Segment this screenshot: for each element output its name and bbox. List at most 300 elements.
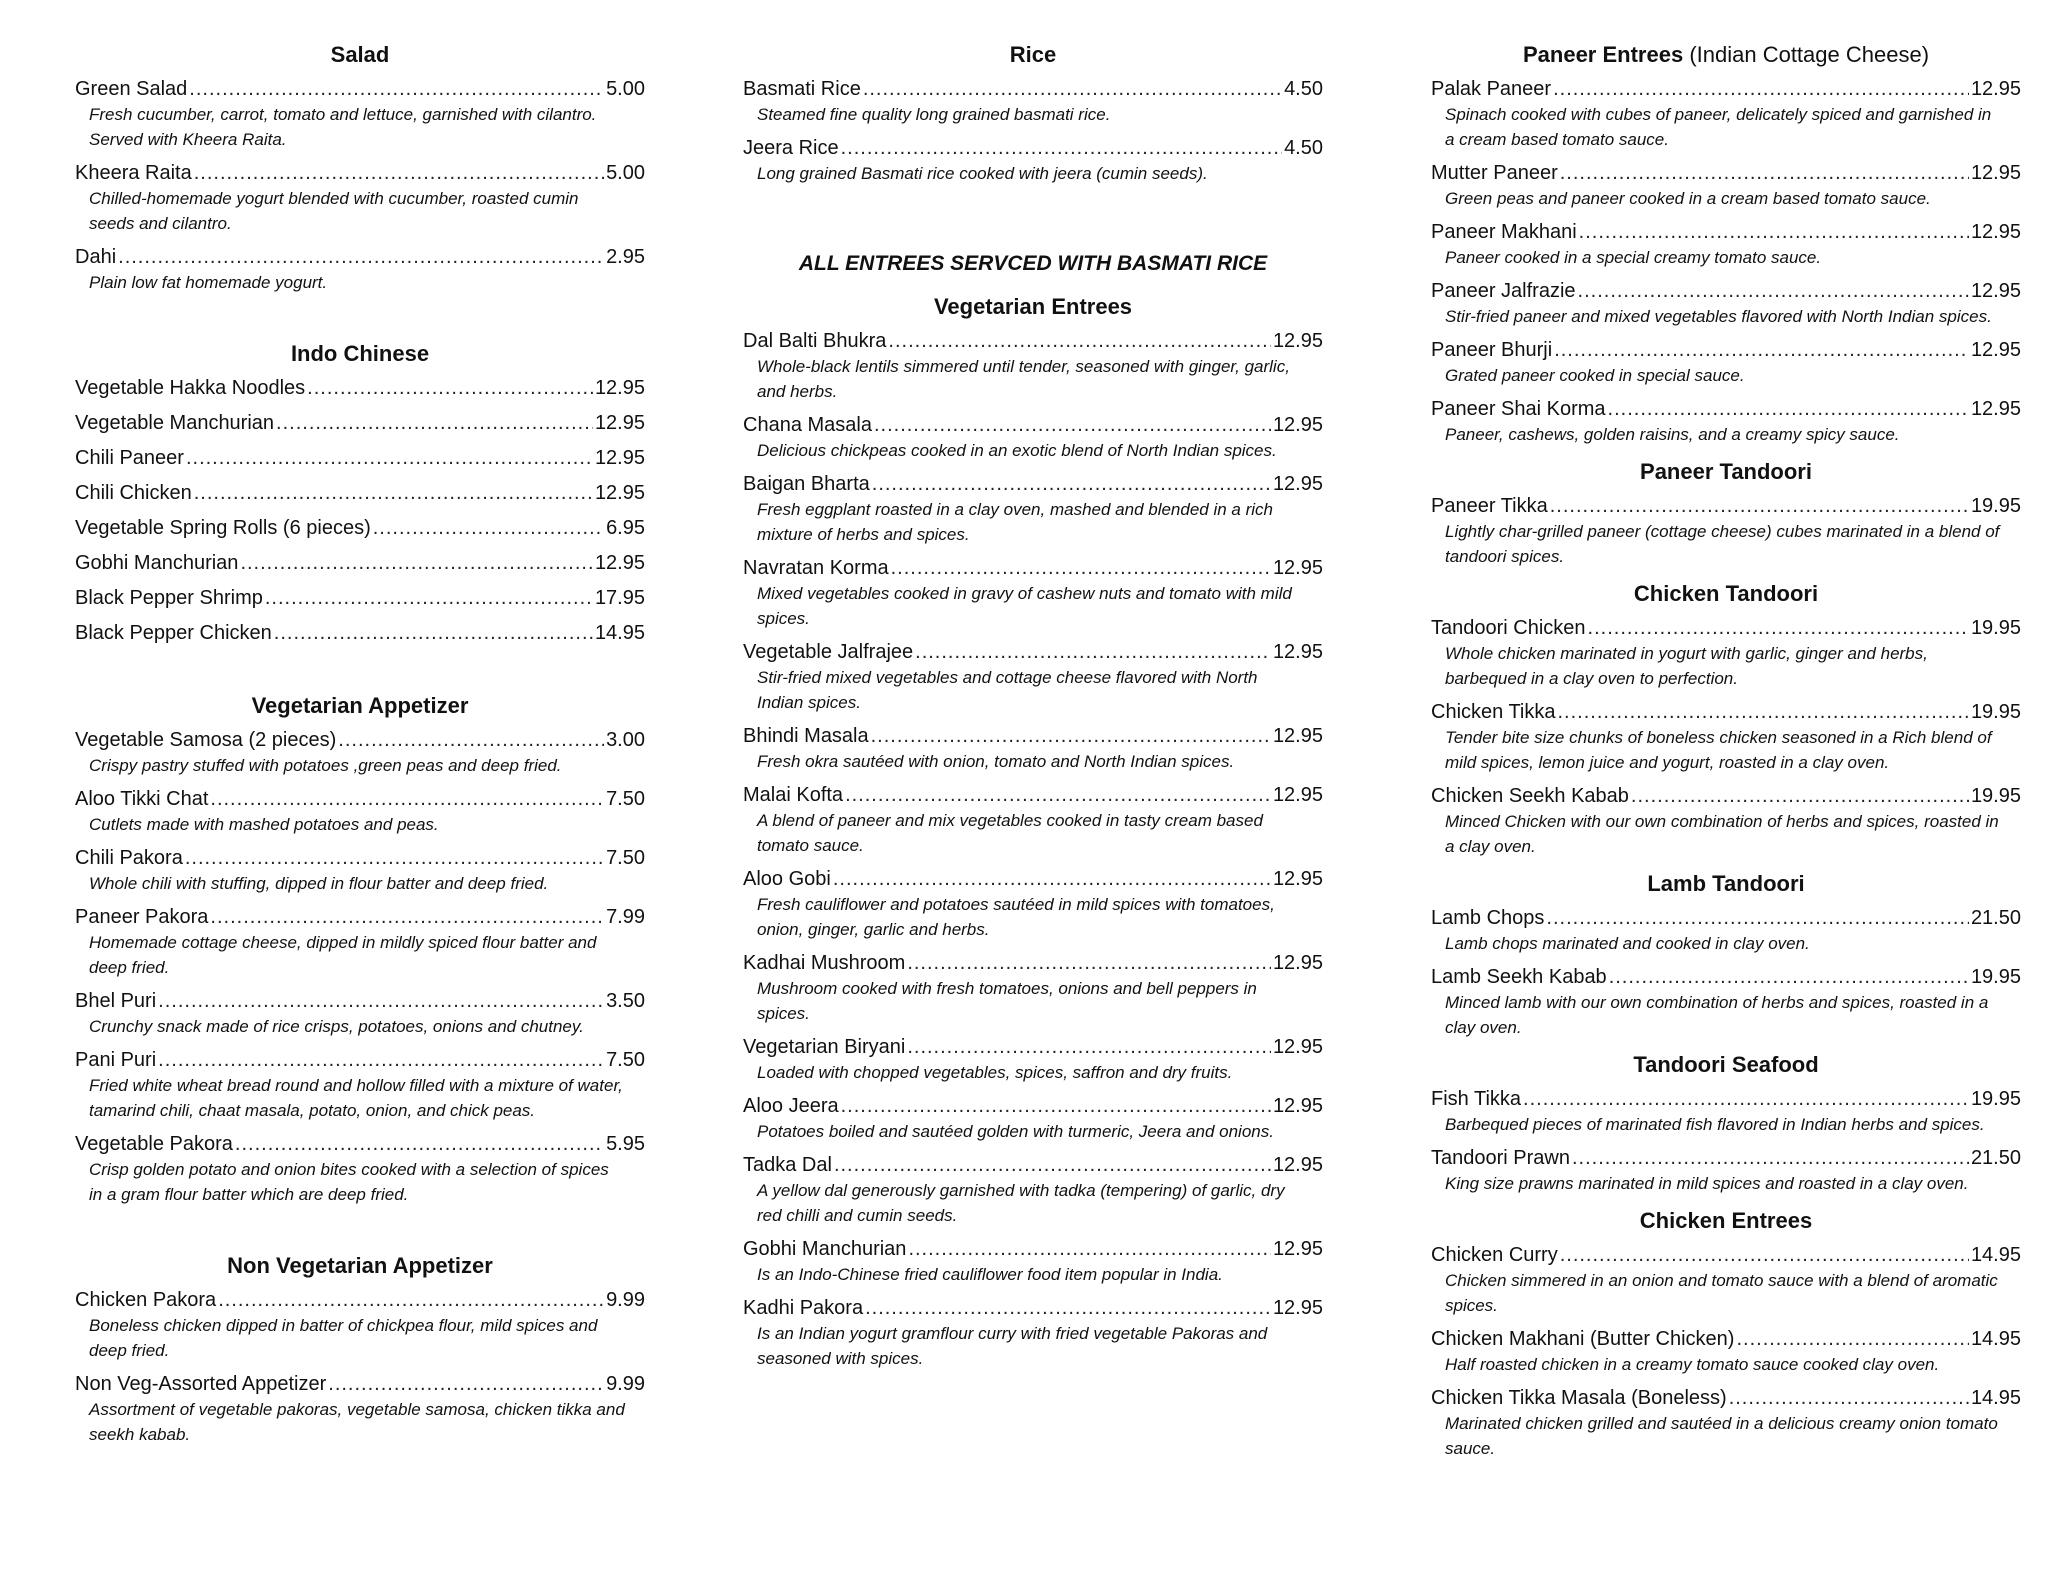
menu-item-name: Chicken Pakora xyxy=(75,1289,217,1311)
menu-item-line xyxy=(1431,1242,2021,1268)
section-title-text: Vegetarian Entrees xyxy=(933,294,1133,319)
menu-item-line xyxy=(75,1047,645,1073)
menu-item-name: Dal Balti Bhukra xyxy=(743,330,887,352)
menu-item-price: 12.95 xyxy=(1272,557,1323,579)
menu-item-description: King size prawns marinated in mild spices and roasted in a clay oven. xyxy=(1445,1174,1969,1193)
menu-item xyxy=(743,1295,1323,1371)
dot-leader xyxy=(1546,905,1969,931)
menu-item-name: Black Pepper Shrimp xyxy=(75,587,263,609)
menu-item xyxy=(1431,219,2021,270)
menu-item-description: Tender bite size chunks of boneless chicken seasoned in a Rich blend of mild spices, lemon juice and yogurt, roasted in a clay oven. xyxy=(1445,728,1992,772)
menu-section-indo-chinese xyxy=(75,303,645,646)
menu-item-name: Mutter Paneer xyxy=(1431,162,1558,184)
menu-item-line xyxy=(75,480,645,506)
menu-item xyxy=(743,555,1323,631)
menu-item-line xyxy=(75,845,645,871)
menu-item-name: Vegetable Pakora xyxy=(75,1133,233,1155)
menu-item-line xyxy=(1431,1385,2021,1411)
menu-column-right xyxy=(1431,30,2021,1469)
menu-item xyxy=(1431,905,2021,956)
menu-item-price: 14.95 xyxy=(1970,1328,2021,1350)
section-title-text: Non Vegetarian Appetizer xyxy=(227,1253,493,1278)
menu-item-description: Potatoes boiled and sautéed golden with turmeric, Jeera and onions. xyxy=(757,1122,1274,1141)
dot-leader xyxy=(908,1236,1271,1262)
menu-item-description: Barbequed pieces of marinated fish flavored in Indian herbs and spices. xyxy=(1445,1115,1985,1134)
menu-item-description: Steamed fine quality long grained basmati rice. xyxy=(757,105,1111,124)
section-title-text: Paneer Entrees xyxy=(1522,42,1684,67)
menu-item-price: 12.95 xyxy=(1970,78,2021,100)
menu-section-vegetarian-appetizer xyxy=(75,655,645,1207)
menu-item-name: Chicken Tikka Masala (Boneless) xyxy=(1431,1387,1727,1409)
menu-item-description: Homemade cottage cheese, dipped in mildly spiced flour batter and deep fried. xyxy=(89,933,597,977)
menu-item-line xyxy=(743,471,1323,497)
section-title xyxy=(1431,459,2021,485)
menu-item xyxy=(743,1236,1323,1287)
menu-item xyxy=(75,620,645,646)
menu-item-line xyxy=(75,786,645,812)
menu-item-name: Bhel Puri xyxy=(75,990,157,1012)
menu-item-line xyxy=(743,76,1323,102)
menu-item-line xyxy=(743,135,1323,161)
menu-item xyxy=(1431,337,2021,388)
dot-leader xyxy=(194,480,593,506)
menu-item xyxy=(743,723,1323,774)
menu-item-line xyxy=(75,585,645,611)
menu-item-price: 2.95 xyxy=(606,246,645,268)
menu-item xyxy=(743,782,1323,858)
menu-item-name: Paneer Bhurji xyxy=(1431,339,1553,361)
section-title-text: Indo Chinese xyxy=(290,341,430,366)
menu-item xyxy=(1431,1326,2021,1377)
menu-item-line xyxy=(75,76,645,102)
menu-item-description: Is an Indian yogurt gramflour curry with fried vegetable Pakoras and seasoned with spices. xyxy=(757,1324,1268,1368)
menu-item-price: 6.95 xyxy=(606,517,645,539)
dot-leader xyxy=(186,445,593,471)
menu-item-line xyxy=(743,555,1323,581)
dot-leader xyxy=(891,555,1271,581)
menu-item-name: Chili Chicken xyxy=(75,482,192,504)
menu-item-name: Tandoori Prawn xyxy=(1431,1147,1570,1169)
dot-leader xyxy=(210,786,604,812)
menu-item-description: Is an Indo-Chinese fried cauliflower food item popular in India. xyxy=(757,1265,1223,1284)
menu-item-price: 12.95 xyxy=(1272,1297,1323,1319)
menu-item-price: 3.50 xyxy=(606,990,645,1012)
menu-item xyxy=(743,1034,1323,1085)
dot-leader xyxy=(274,620,593,646)
menu-item-line xyxy=(1431,964,2021,990)
menu-item-line xyxy=(1431,396,2021,422)
menu-item-description: Half roasted chicken in a creamy tomato sauce cooked clay oven. xyxy=(1445,1355,1940,1374)
menu-item xyxy=(1431,396,2021,447)
menu-item-price: 9.99 xyxy=(606,1289,645,1311)
menu-item-price: 12.95 xyxy=(1272,1095,1323,1117)
menu-item-name: Paneer Makhani xyxy=(1431,221,1577,243)
dot-leader xyxy=(871,723,1271,749)
menu-item-line xyxy=(75,160,645,186)
menu-item-price: 21.50 xyxy=(1970,907,2021,929)
menu-item-price: 9.99 xyxy=(606,1373,645,1395)
menu-item xyxy=(743,866,1323,942)
menu-item-name: Palak Paneer xyxy=(1431,78,1552,100)
dot-leader xyxy=(1558,699,1969,725)
menu-section-chicken-entrees xyxy=(1431,1208,2021,1461)
dot-leader xyxy=(872,471,1271,497)
menu-item-description: Lightly char-grilled paneer (cottage cheese) cubes marinated in a blend of tandoori spices. xyxy=(1445,522,2000,566)
menu-item xyxy=(743,412,1323,463)
menu-section-lamb-tandoori xyxy=(1431,871,2021,1040)
menu-item-name: Chicken Tikka xyxy=(1431,701,1556,723)
menu-item xyxy=(1431,1086,2021,1137)
section-title-text: Paneer Tandoori xyxy=(1640,459,1812,484)
menu-item xyxy=(1431,278,2021,329)
menu-item-line xyxy=(75,375,645,401)
dot-leader xyxy=(1729,1385,1969,1411)
menu-section-chicken-tandoori xyxy=(1431,581,2021,859)
menu-item-price: 19.95 xyxy=(1970,617,2021,639)
menu-item xyxy=(75,1131,645,1207)
menu-item-description: Whole chicken marinated in yogurt with garlic, ginger and herbs, barbequed in a clay oven to perfection. xyxy=(1445,644,1928,688)
menu-item-description: Chilled-homemade yogurt blended with cucumber, roasted cumin seeds and cilantro. xyxy=(89,189,579,233)
section-title xyxy=(1431,871,2021,897)
menu-item-line xyxy=(75,515,645,541)
dot-leader xyxy=(907,950,1271,976)
dot-leader xyxy=(1578,278,1969,304)
menu-item-price: 12.95 xyxy=(1272,1036,1323,1058)
menu-item-line xyxy=(743,1236,1323,1262)
menu-item-description: A blend of paneer and mix vegetables cooked in tasty cream based tomato sauce. xyxy=(757,811,1263,855)
dot-leader xyxy=(841,135,1282,161)
menu-item-line xyxy=(1431,278,2021,304)
section-title xyxy=(75,341,645,367)
menu-item-name: Vegetable Spring Rolls (6 pieces) xyxy=(75,517,371,539)
menu-item-price: 19.95 xyxy=(1970,785,2021,807)
menu-item-description: Lamb chops marinated and cooked in clay oven. xyxy=(1445,934,1810,953)
menu-section-vegetarian-entrees xyxy=(743,294,1323,1371)
menu-item-price: 12.95 xyxy=(1272,784,1323,806)
menu-item xyxy=(1431,1385,2021,1461)
menu-item-name: Kadhi Pakora xyxy=(743,1297,864,1319)
menu-item-line xyxy=(75,550,645,576)
menu-item xyxy=(75,244,645,295)
menu-item-description: Assortment of vegetable pakoras, vegetable samosa, chicken tikka and seekh kabab. xyxy=(89,1400,625,1444)
menu-item-price: 12.95 xyxy=(594,482,645,504)
menu-item-description: Whole chili with stuffing, dipped in flour batter and deep fried. xyxy=(89,874,549,893)
entrees-note: ALL ENTREES SERVCED WITH BASMATI RICE xyxy=(798,252,1268,275)
menu-item-line xyxy=(1431,219,2021,245)
dot-leader xyxy=(833,866,1271,892)
menu-item-price: 12.95 xyxy=(1970,221,2021,243)
dot-leader xyxy=(158,1047,604,1073)
menu-item-price: 12.95 xyxy=(1970,339,2021,361)
dot-leader xyxy=(185,845,604,871)
menu-item-line xyxy=(1431,337,2021,363)
menu-item-line xyxy=(1431,1086,2021,1112)
menu-item-line xyxy=(75,1371,645,1397)
dot-leader xyxy=(1588,615,1969,641)
menu-item-name: Paneer Tikka xyxy=(1431,495,1548,517)
menu-item-price: 12.95 xyxy=(1272,1238,1323,1260)
menu-section-rice xyxy=(743,42,1323,186)
dot-leader xyxy=(865,1295,1271,1321)
menu-item xyxy=(743,1093,1323,1144)
menu-item-description: Stir-fried mixed vegetables and cottage cheese flavored with North Indian spices. xyxy=(757,668,1258,712)
menu-item xyxy=(75,375,645,401)
menu-item-name: Paneer Jalfrazie xyxy=(1431,280,1576,302)
menu-item-description: Mixed vegetables cooked in gravy of cashew nuts and tomato with mild spices. xyxy=(757,584,1292,628)
menu-item-price: 5.95 xyxy=(606,1133,645,1155)
menu-item xyxy=(75,845,645,896)
menu-item-name: Paneer Pakora xyxy=(75,906,209,928)
menu-item-description: Long grained Basmati rice cooked with jeera (cumin seeds). xyxy=(757,164,1208,183)
menu-item-price: 12.95 xyxy=(1272,414,1323,436)
menu-section-paneer-entrees xyxy=(1431,42,2021,447)
menu-item-name: Lamb Seekh Kabab xyxy=(1431,966,1607,988)
menu-item-price: 7.50 xyxy=(606,1049,645,1071)
menu-item-name: Chili Pakora xyxy=(75,847,183,869)
menu-item xyxy=(743,328,1323,404)
menu-item-name: Chili Paneer xyxy=(75,447,184,469)
menu-item-name: Tadka Dal xyxy=(743,1154,832,1176)
menu-item-price: 7.50 xyxy=(606,847,645,869)
menu-item-price: 12.95 xyxy=(1970,280,2021,302)
menu-item xyxy=(75,76,645,152)
menu-item-description: Delicious chickpeas cooked in an exotic blend of North Indian spices. xyxy=(757,441,1277,460)
menu-item-name: Vegetarian Biryani xyxy=(743,1036,906,1058)
menu-item xyxy=(1431,1242,2021,1318)
menu-item-price: 19.95 xyxy=(1970,1088,2021,1110)
menu-item-description: Chicken simmered in an onion and tomato sauce with a blend of aromatic spices. xyxy=(1445,1271,1998,1315)
menu-item-description: Fresh cauliflower and potatoes sautéed in mild spices with tomatoes, onion, ginger, garlic and herbs. xyxy=(757,895,1275,939)
menu-section-rice xyxy=(743,42,1323,186)
menu-item xyxy=(743,639,1323,715)
menu-item-description: Paneer cooked in a special creamy tomato sauce. xyxy=(1445,248,1822,267)
section-title xyxy=(1431,1208,2021,1234)
dot-leader xyxy=(863,76,1282,102)
menu-item-line xyxy=(1431,783,2021,809)
section-title xyxy=(75,693,645,719)
menu-item xyxy=(75,1287,645,1363)
menu-item-name: Baigan Bharta xyxy=(743,473,870,495)
menu-item xyxy=(75,904,645,980)
dot-leader xyxy=(1554,337,1969,363)
menu-item xyxy=(75,727,645,778)
menu-section-non-vegetarian-appetizer xyxy=(75,1215,645,1447)
dot-leader xyxy=(307,375,593,401)
dot-leader xyxy=(218,1287,604,1313)
menu-item-price: 19.95 xyxy=(1970,701,2021,723)
menu-item xyxy=(75,445,645,471)
dot-leader xyxy=(276,410,593,436)
menu-item xyxy=(1431,160,2021,211)
dot-leader xyxy=(1560,1242,1969,1268)
menu-item-line xyxy=(75,244,645,270)
menu-item xyxy=(75,585,645,611)
menu-item-line xyxy=(743,782,1323,808)
menu-item xyxy=(1431,699,2021,775)
menu-item-price: 21.50 xyxy=(1970,1147,2021,1169)
section-title xyxy=(75,42,645,68)
menu-item xyxy=(743,135,1323,186)
menu-item-name: Malai Kofta xyxy=(743,784,844,806)
section-title-text: Tandoori Seafood xyxy=(1633,1052,1819,1077)
menu-item-line xyxy=(75,445,645,471)
menu-item-price: 4.50 xyxy=(1284,137,1323,159)
dot-leader xyxy=(834,1152,1271,1178)
menu-item-name: Paneer Shai Korma xyxy=(1431,398,1606,420)
menu-item-name: Gobhi Manchurian xyxy=(75,552,239,574)
dot-leader xyxy=(1560,160,1969,186)
menu-item-price: 17.95 xyxy=(594,587,645,609)
menu-item-price: 14.95 xyxy=(1970,1244,2021,1266)
dot-leader xyxy=(338,727,604,753)
menu-item xyxy=(75,1371,645,1447)
menu-section-paneer-tandoori xyxy=(1431,459,2021,569)
dot-leader xyxy=(915,639,1271,665)
menu-item-description: Loaded with chopped vegetables, spices, saffron and dry fruits. xyxy=(757,1063,1233,1082)
section-title-text: Salad xyxy=(330,42,390,67)
menu-item-line xyxy=(1431,699,2021,725)
menu-item-price: 12.95 xyxy=(1272,952,1323,974)
dot-leader xyxy=(1631,783,1969,809)
menu-item-name: Kadhai Mushroom xyxy=(743,952,906,974)
menu-item xyxy=(1431,783,2021,859)
dot-leader xyxy=(158,988,604,1014)
menu-item-description: Fresh okra sautéed with onion, tomato and North Indian spices. xyxy=(757,752,1235,771)
dot-leader xyxy=(907,1034,1271,1060)
menu-item-description: Boneless chicken dipped in batter of chickpea flour, mild spices and deep fried. xyxy=(89,1316,598,1360)
menu-item-line xyxy=(1431,615,2021,641)
menu-item-name: Chicken Makhani (Butter Chicken) xyxy=(1431,1328,1735,1350)
dot-leader xyxy=(1572,1145,1969,1171)
menu-item-description: Plain low fat homemade yogurt. xyxy=(89,273,328,292)
menu-item-description: Stir-fried paneer and mixed vegetables flavored with North Indian spices. xyxy=(1445,307,1992,326)
dot-leader xyxy=(845,782,1271,808)
menu-item-line xyxy=(743,1152,1323,1178)
menu-item-price: 12.95 xyxy=(594,552,645,574)
menu-item-name: Vegetable Manchurian xyxy=(75,412,275,434)
menu-item-name: Vegetable Hakka Noodles xyxy=(75,377,306,399)
menu-item-description: Minced Chicken with our own combination of herbs and spices, roasted in a clay oven. xyxy=(1445,812,1999,856)
menu-item-description: Whole-black lentils simmered until tender, seasoned with ginger, garlic, and herbs. xyxy=(757,357,1290,401)
menu-item-line xyxy=(1431,493,2021,519)
menu-item-line xyxy=(743,1034,1323,1060)
menu-item-description: Crispy pastry stuffed with potatoes ,green peas and deep fried. xyxy=(89,756,562,775)
section-title-text: Rice xyxy=(1009,42,1057,67)
menu-item-line xyxy=(75,620,645,646)
menu-column-middle xyxy=(743,30,1323,1379)
menu-item-name: Vegetable Samosa (2 pieces) xyxy=(75,729,337,751)
dot-leader xyxy=(189,76,604,102)
menu-item-name: Basmati Rice xyxy=(743,78,861,100)
section-title xyxy=(1431,581,2021,607)
menu-item-description: Spinach cooked with cubes of paneer, delicately spiced and garnished in a cream based tomato sauce. xyxy=(1445,105,1992,149)
section-title-text: Lamb Tandoori xyxy=(1647,871,1805,896)
menu-item-description: Mushroom cooked with fresh tomatoes, onions and bell peppers in spices. xyxy=(757,979,1257,1023)
menu-item-price: 12.95 xyxy=(1272,1154,1323,1176)
dot-leader xyxy=(240,550,593,576)
menu-item-line xyxy=(75,1131,645,1157)
menu-item xyxy=(75,1047,645,1123)
menu-item xyxy=(1431,76,2021,152)
menu-column-left xyxy=(75,30,645,1455)
section-title xyxy=(75,1253,645,1279)
menu-item-line xyxy=(75,988,645,1014)
menu-item-description: Paneer, cashews, golden raisins, and a creamy spicy sauce. xyxy=(1445,425,1900,444)
menu-item-price: 3.00 xyxy=(606,729,645,751)
menu-item-line xyxy=(75,410,645,436)
menu-item-name: Chana Masala xyxy=(743,414,872,436)
menu-item-line xyxy=(743,866,1323,892)
menu-item xyxy=(75,515,645,541)
section-title xyxy=(743,294,1323,320)
menu-item-line xyxy=(743,328,1323,354)
menu-item-description: Crisp golden potato and onion bites cooked with a selection of spices in a gram flour batter which are deep fried. xyxy=(89,1160,609,1204)
menu-item-name: Gobhi Manchurian xyxy=(743,1238,907,1260)
menu-item-name: Tandoori Chicken xyxy=(1431,617,1586,639)
menu-item-price: 7.99 xyxy=(606,906,645,928)
menu-item-name: Aloo Gobi xyxy=(743,868,831,890)
section-title-text: Chicken Entrees xyxy=(1639,1208,1813,1233)
menu-section-vegetarian-entrees xyxy=(743,294,1323,1371)
menu-item-price: 12.95 xyxy=(594,412,645,434)
menu-item-name: Pani Puri xyxy=(75,1049,157,1071)
menu-item-name: Fish Tikka xyxy=(1431,1088,1522,1110)
menu-item-line xyxy=(75,904,645,930)
menu-item-line xyxy=(75,727,645,753)
menu-item-line xyxy=(743,950,1323,976)
menu-section-tandoori-seafood xyxy=(1431,1052,2021,1196)
menu-item xyxy=(75,786,645,837)
menu-item-line xyxy=(743,412,1323,438)
menu-item-description: Green peas and paneer cooked in a cream based tomato sauce. xyxy=(1445,189,1931,208)
menu-item-description: Fresh cucumber, carrot, tomato and lettuce, garnished with cilantro. Served with Kheera Raita. xyxy=(89,105,597,149)
dot-leader xyxy=(841,1093,1271,1119)
menu-item-line xyxy=(743,1295,1323,1321)
menu-item-name: Jeera Rice xyxy=(743,137,839,159)
menu-item-price: 12.95 xyxy=(594,377,645,399)
section-title xyxy=(743,42,1323,68)
menu-item-name: Chicken Seekh Kabab xyxy=(1431,785,1629,807)
section-subtitle: (Indian Cottage Cheese) xyxy=(1689,42,1930,67)
dot-leader xyxy=(1608,396,1969,422)
menu-item-price: 12.95 xyxy=(1272,641,1323,663)
menu-item xyxy=(743,76,1323,127)
menu-item-price: 7.50 xyxy=(606,788,645,810)
menu-item-price: 12.95 xyxy=(1272,473,1323,495)
menu-item-description: Minced lamb with our own combination of herbs and spices, roasted in a clay oven. xyxy=(1445,993,1989,1037)
menu-item-name: Lamb Chops xyxy=(1431,907,1545,929)
menu-item-name: Aloo Jeera xyxy=(743,1095,839,1117)
dot-leader xyxy=(194,160,604,186)
menu-item-price: 14.95 xyxy=(1970,1387,2021,1409)
menu-item-description: Cutlets made with mashed potatoes and peas. xyxy=(89,815,439,834)
menu-item-line xyxy=(75,1287,645,1313)
menu-item-price: 19.95 xyxy=(1970,966,2021,988)
menu-item-description: Crunchy snack made of rice crisps, potatoes, onions and chutney. xyxy=(89,1017,584,1036)
menu-item-price: 12.95 xyxy=(1272,330,1323,352)
menu-item-price: 12.95 xyxy=(1272,868,1323,890)
menu-item-name: Dahi xyxy=(75,246,117,268)
menu-item xyxy=(75,988,645,1039)
menu-item-name: Black Pepper Chicken xyxy=(75,622,272,644)
menu-item-price: 4.50 xyxy=(1284,78,1323,100)
menu-item-line xyxy=(743,1093,1323,1119)
dot-leader xyxy=(1736,1326,1968,1352)
menu-item-name: Non Veg-Assorted Appetizer xyxy=(75,1373,327,1395)
menu-item-line xyxy=(1431,905,2021,931)
menu-item-price: 5.00 xyxy=(606,78,645,100)
dot-leader xyxy=(1523,1086,1969,1112)
